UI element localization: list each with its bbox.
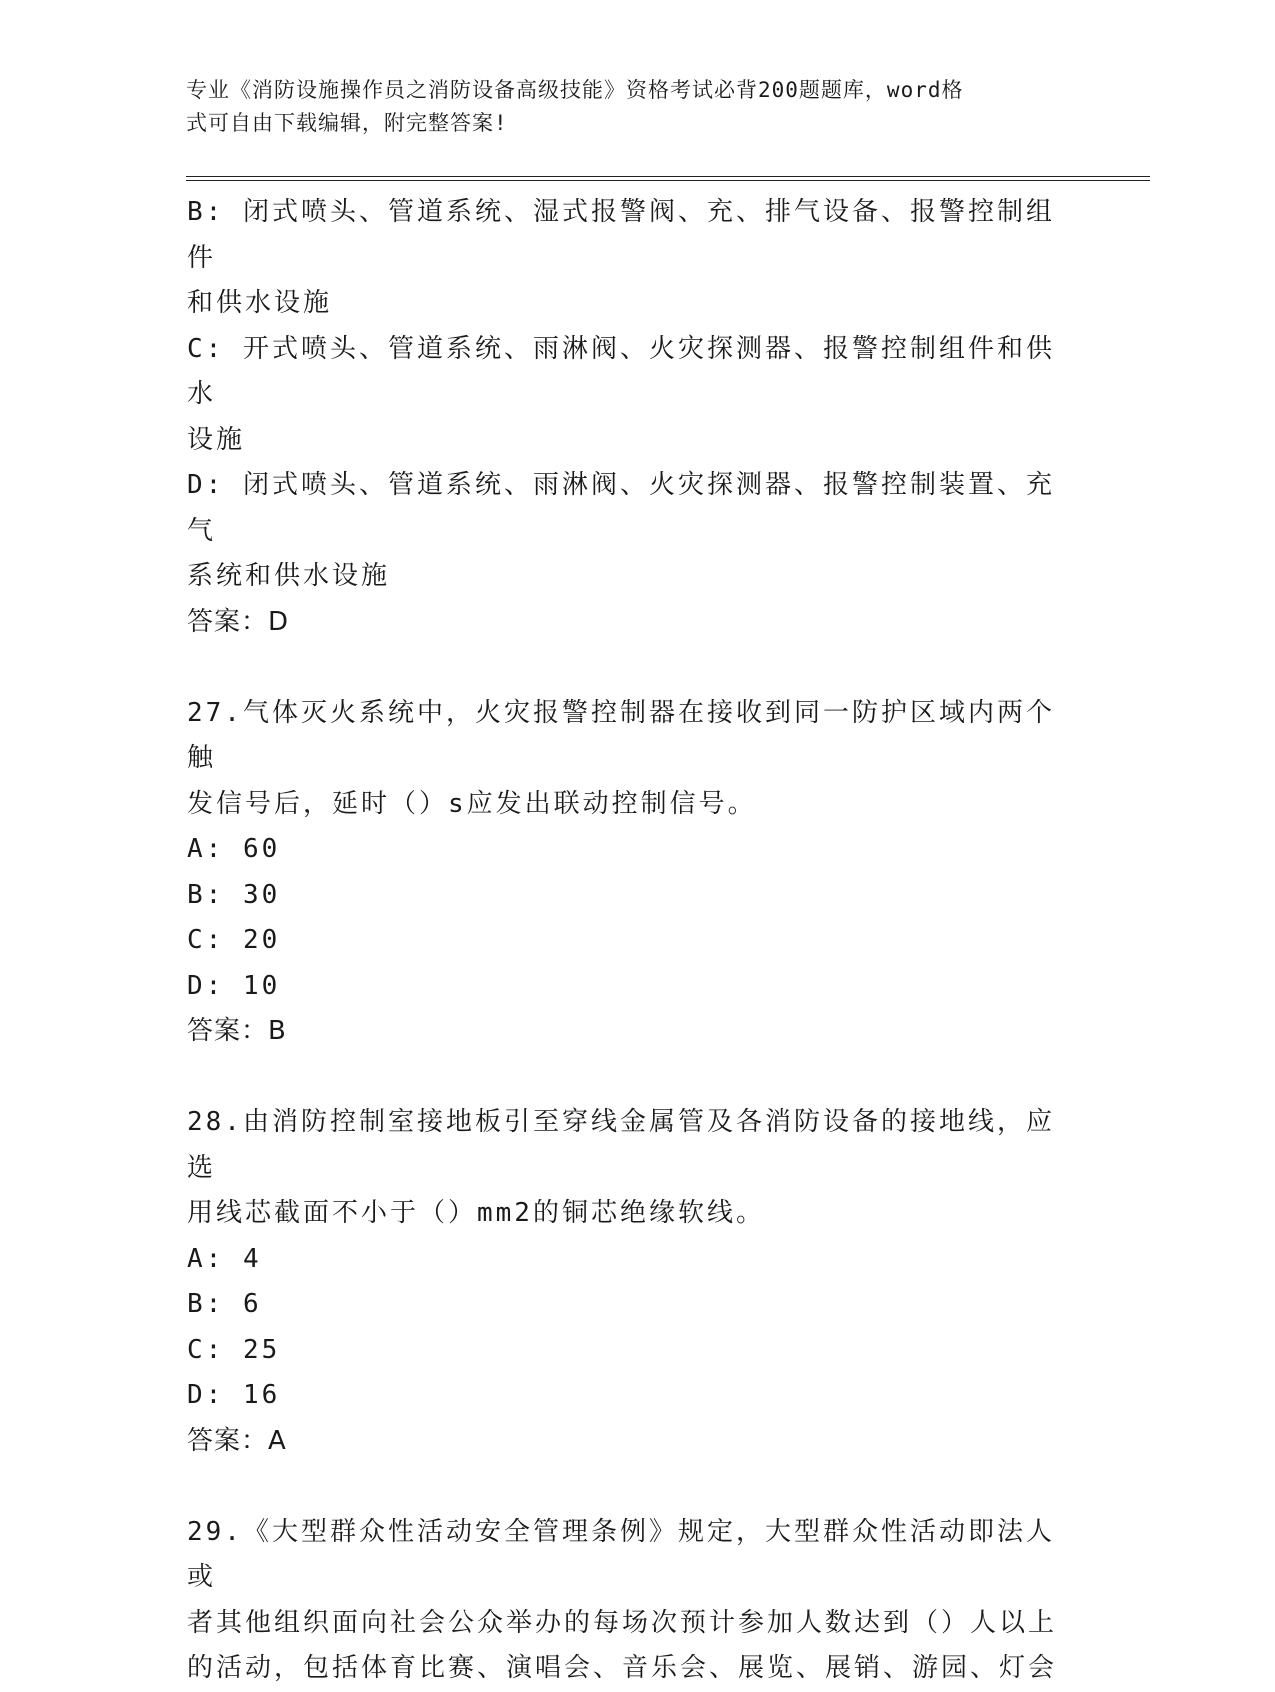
header-title-line-1: 专业《消防设施操作员之消防设备高级技能》资格考试必背200题题库，word格 xyxy=(186,78,964,102)
option-a: A: 4 xyxy=(187,1243,262,1274)
question-27 xyxy=(187,691,1067,1055)
answer-line: 答案：D xyxy=(187,606,290,637)
question-stem-line-3: 的活动，包括体育比赛、演唱会、音乐会、展览、展销、游园、灯会 xyxy=(187,1653,1058,1683)
document-header xyxy=(186,74,1066,140)
question-28 xyxy=(187,1100,1067,1464)
question-stem-line-1: 28.由消防控制室接地板引至穿线金属管及各消防设备的接地线，应选 xyxy=(187,1107,1055,1183)
question-26-continued xyxy=(187,190,1067,645)
question-spacer xyxy=(187,645,1067,691)
option-b: B: 6 xyxy=(187,1289,262,1319)
option-c-line-2: 设施 xyxy=(187,424,246,455)
option-c: C: 20 xyxy=(187,925,281,955)
question-stem-line-2: 发信号后，延时（）s应发出联动控制信号。 xyxy=(187,788,757,819)
option-b-line-2: 和供水设施 xyxy=(187,288,333,318)
answer-line: 答案：A xyxy=(187,1425,287,1456)
option-d: D: 16 xyxy=(187,1380,281,1410)
question-stem-line-2: 者其他组织面向社会公众举办的每场次预计参加人数达到（）人以上 xyxy=(187,1607,1058,1638)
option-c: C: 25 xyxy=(187,1334,281,1365)
question-stem-line-2: 用线芯截面不小于（）mm2的铜芯绝缘软线。 xyxy=(187,1198,765,1228)
question-stem-line-1: 29.《大型群众性活动安全管理条例》规定，大型群众性活动即法人或 xyxy=(187,1516,1055,1592)
document-body xyxy=(187,190,1067,1692)
answer-line: 答案：B xyxy=(187,1016,287,1046)
question-spacer xyxy=(187,1055,1067,1101)
option-b-line-1: B: 闭式喷头、管道系统、湿式报警阀、充、排气设备、报警控制组件 xyxy=(187,197,1055,273)
option-d-line-1: D: 闭式喷头、管道系统、雨淋阀、火灾探测器、报警控制装置、充气 xyxy=(187,470,1055,546)
question-spacer xyxy=(187,1464,1067,1510)
header-title-line-2: 式可自由下载编辑，附完整答案! xyxy=(186,111,508,135)
option-b: B: 30 xyxy=(187,879,281,910)
option-d-line-2: 系统和供水设施 xyxy=(187,561,391,591)
option-d: D: 10 xyxy=(187,970,281,1001)
header-divider xyxy=(186,176,1150,181)
question-29 xyxy=(187,1510,1067,1692)
option-c-line-1: C: 开式喷头、管道系统、雨淋阀、火灾探测器、报警控制组件和供水 xyxy=(187,333,1055,409)
question-stem-line-1: 27.气体灭火系统中，火灾报警控制器在接收到同一防护区域内两个触 xyxy=(187,697,1055,773)
option-a: A: 60 xyxy=(187,834,281,864)
